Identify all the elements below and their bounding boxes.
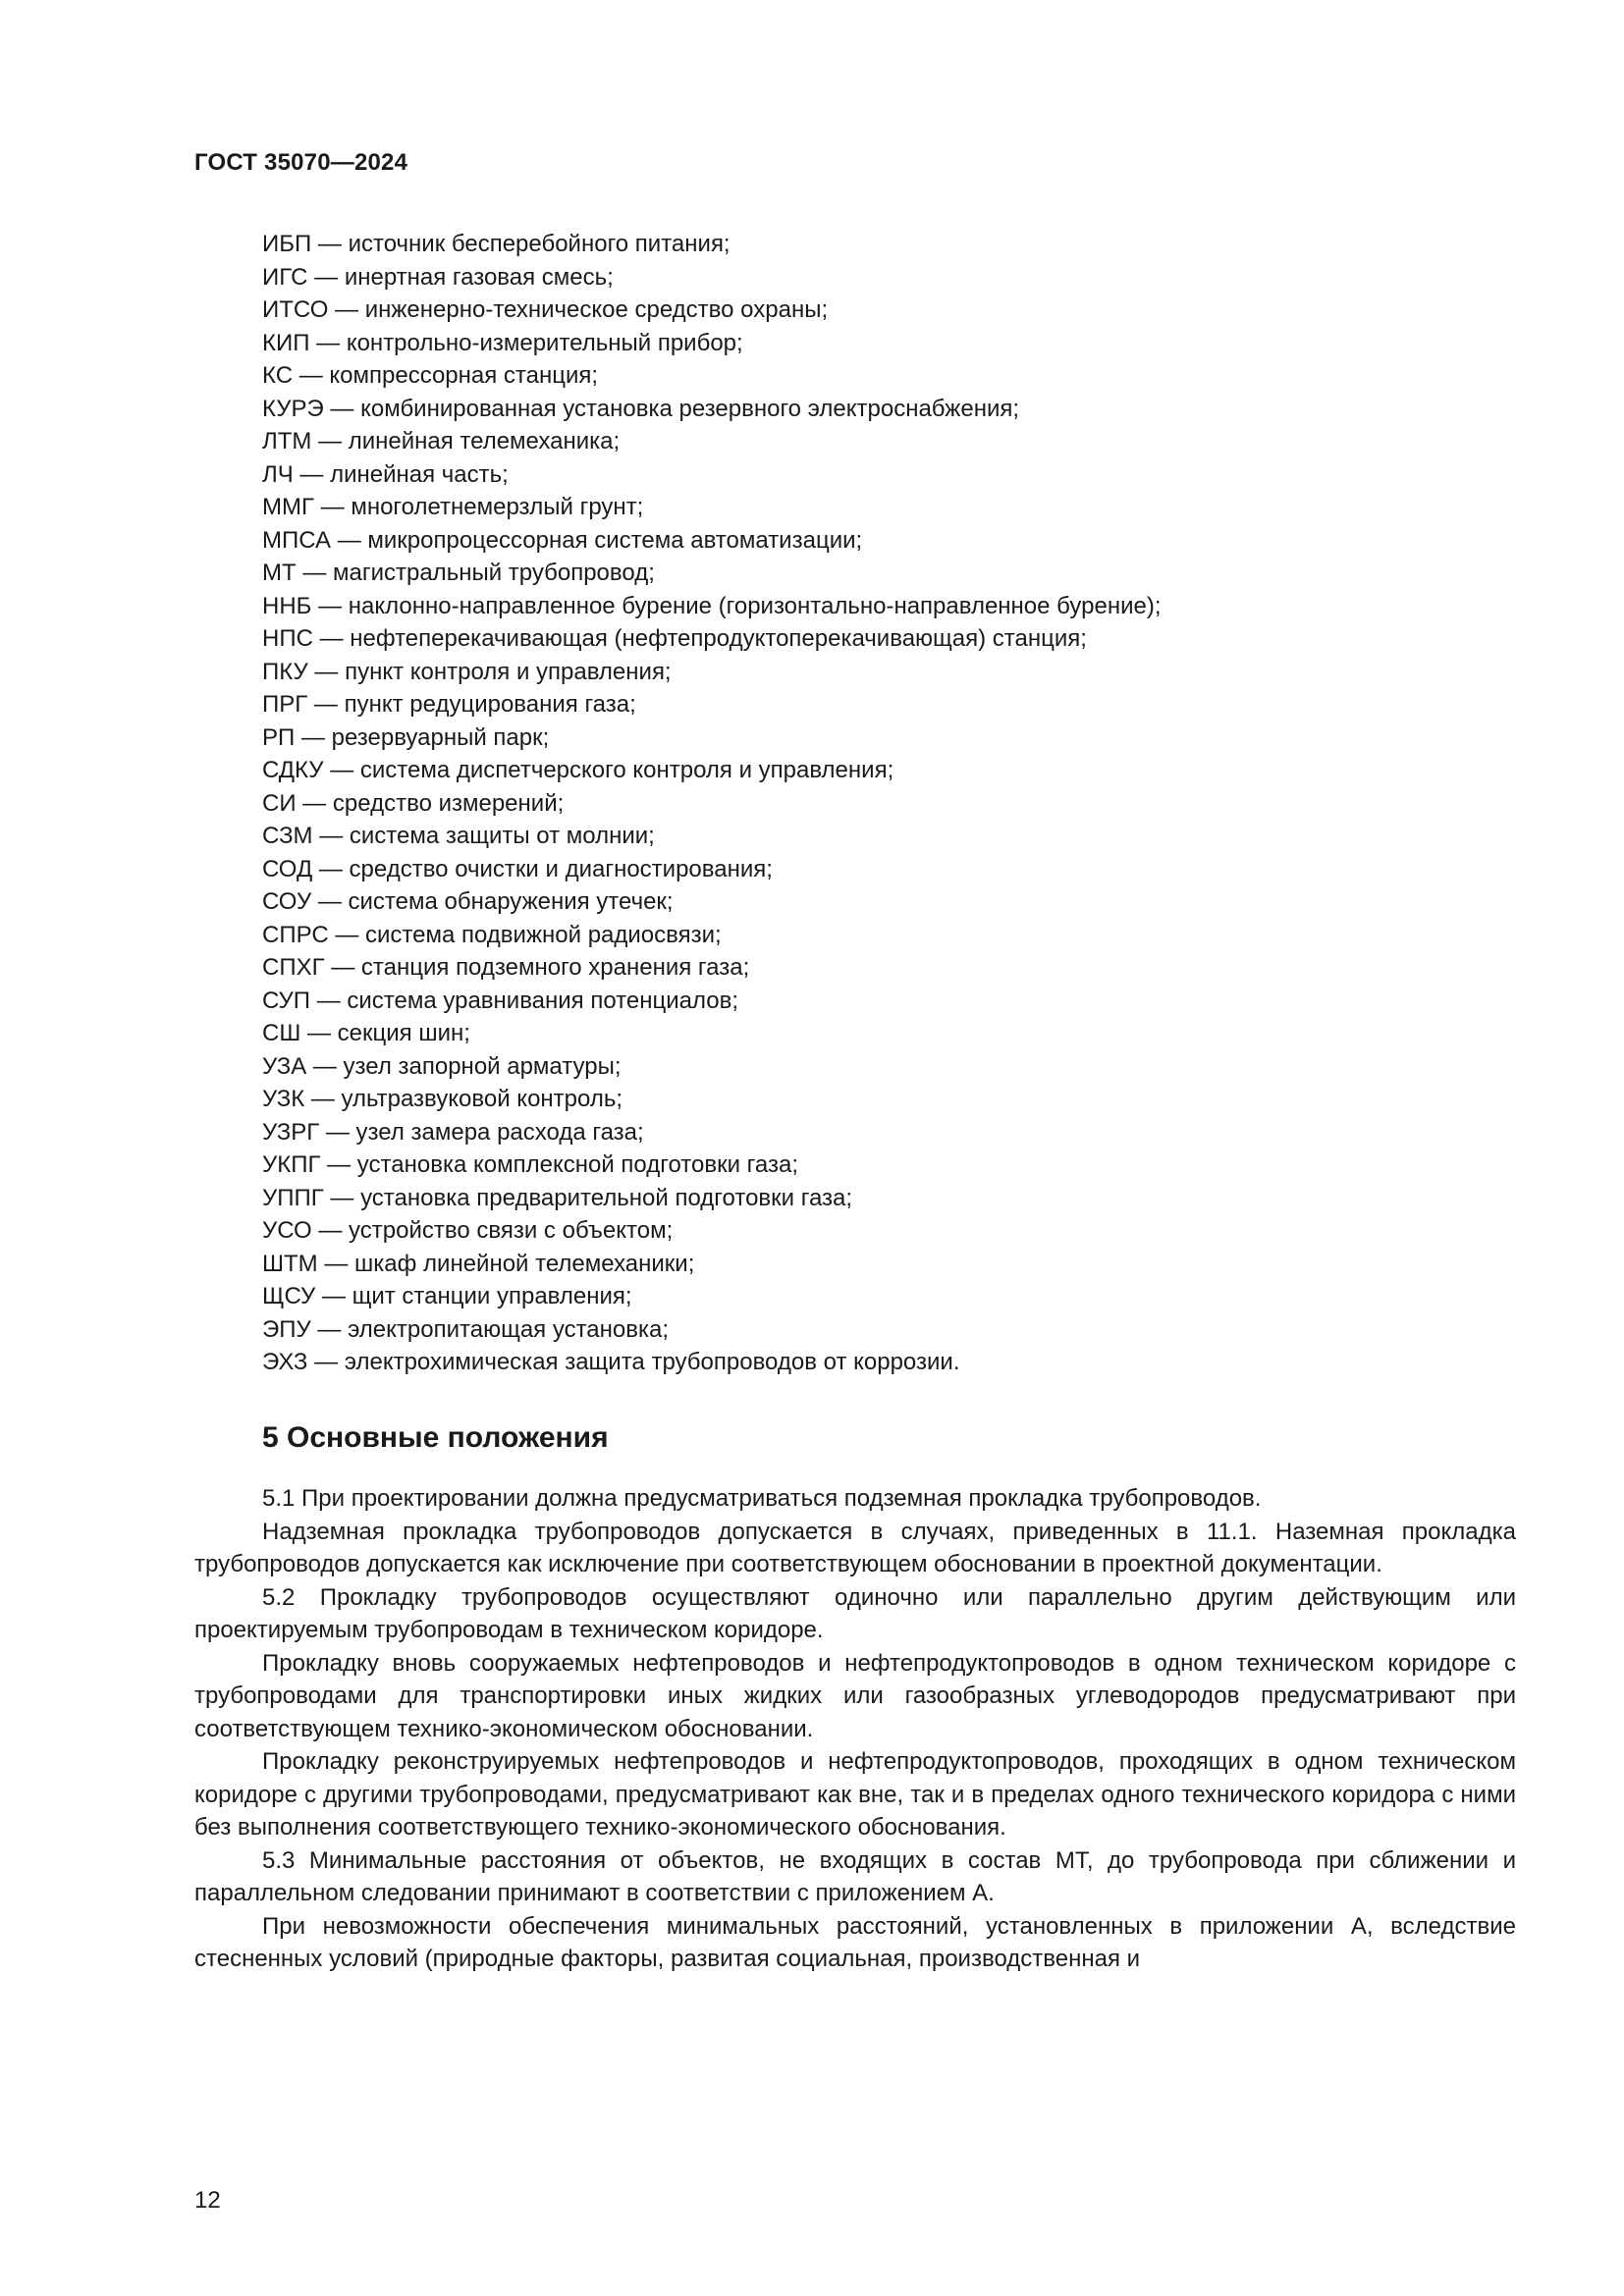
abbreviation-item: РП — резервуарный парк; [262,723,550,751]
abbreviation-item: УЗРГ — узел замера расхода газа; [262,1118,644,1146]
abbreviation-item: ЛЧ — линейная часть; [262,460,509,488]
abbreviation-item: МПСА — микропроцессорная система автоматизации; [262,526,863,554]
abbreviation-item: ПРГ — пункт редуцирования газа; [262,691,636,718]
paragraph: Прокладку реконструируемых нефтепроводов и нефтепродуктопроводов, проходящих в одном техническом коридоре с другими трубопроводами, предусматривают как вне, так и в пределах одного технического коридора с ними без выполнения соответствующего технико-экономического обоснования. [194,1748,1516,1841]
abbreviations-list [262,228,1161,1379]
abbreviation-item: СЗМ — система защиты от молнии; [262,823,655,849]
document-id-header: ГОСТ 35070—2024 [194,149,408,176]
abbreviation-item: ЛТМ — линейная телемеханика; [262,428,621,454]
abbreviation-item: КУРЭ — комбинированная установка резервного электроснабжения; [262,395,1020,422]
abbreviation-item: СИ — средство измерений; [262,789,565,817]
abbreviation-item: УЗК — ультразвуковой контроль; [262,1086,623,1112]
abbreviation-item: ММГ — многолетнемерзлый грунт; [262,494,644,520]
abbreviation-item: УППГ — установка предварительной подготовки газа; [262,1184,853,1211]
abbreviation-item: НПС — нефтеперекачивающая (нефтепродуктоперекачивающая) станция; [262,625,1087,652]
abbreviation-item: СШ — секция шин; [262,1020,470,1046]
abbreviation-item: СПРС — система подвижной радиосвязи; [262,921,722,948]
abbreviation-item: ШТМ — шкаф линейной телемеханики; [262,1250,695,1277]
abbreviation-item: УСО — устройство связи с объектом; [262,1217,674,1244]
abbreviation-item: СДКУ — система диспетчерского контроля и управления; [262,757,894,783]
abbreviation-item: ИТСО — инженерно-техническое средство охраны; [262,296,829,323]
paragraph: Надземная прокладка трубопроводов допускается в случаях, приведенных в 11.1. Наземная прокладка трубопроводов допускается как исключение при соответствующем обосновании в проектной документации. [194,1518,1516,1577]
abbreviation-item: СПХГ — станция подземного хранения газа; [262,954,750,981]
abbreviation-item: КИП — контрольно-измерительный прибор; [262,329,743,356]
abbreviation-item: СУП — система уравнивания потенциалов; [262,987,739,1014]
paragraph: 5.3 Минимальные расстояния от объектов, не входящих в состав МТ, до трубопровода при сближении и параллельном следовании принимают в соответствии с приложением А. [194,1846,1516,1906]
paragraph: Прокладку вновь сооружаемых нефтепроводов и нефтепродуктопроводов в одном техническом коридоре с трубопроводами для транспортировки иных жидких или газообразных углеводородов предусматривают при соответствующем технико-экономическом обосновании. [194,1649,1516,1742]
section-title: 5 Основные положения [262,1421,609,1454]
section-body [194,1482,1516,1976]
abbreviation-item: КС — компрессорная станция; [262,362,599,389]
abbreviation-item: МТ — магистральный трубопровод; [262,560,655,586]
abbreviation-item: СОУ — система обнаружения утечек; [262,888,674,915]
abbreviation-item: СОД — средство очистки и диагностирования; [262,855,773,882]
abbreviation-item: ПКУ — пункт контроля и управления; [262,658,672,685]
abbreviation-item: ЩСУ — щит станции управления; [262,1283,632,1309]
paragraph: 5.1 При проектировании должна предусматриваться подземная прокладка трубопроводов. [262,1485,1262,1512]
abbreviation-item: УКПГ — установка комплексной подготовки газа; [262,1151,798,1178]
page-number: 12 [194,2187,221,2214]
paragraph: 5.2 Прокладку трубопроводов осуществляют одиночно или параллельно другим действующим или проектируемым трубопроводам в техническом коридоре. [194,1583,1516,1643]
abbreviation-item: ИГС — инертная газовая смесь; [262,263,614,291]
abbreviation-item: ИБП — источник бесперебойного питания; [262,231,731,257]
abbreviation-item: УЗА — узел запорной арматуры; [262,1052,622,1080]
abbreviation-item: ЭПУ — электропитающая установка; [262,1315,670,1343]
paragraph: При невозможности обеспечения минимальных расстояний, установленных в приложении А, вследствие стесненных условий (природные факторы, развитая социальная, производственная и [194,1912,1516,1972]
abbreviation-item: ЭХЗ — электрохимическая защита трубопроводов от коррозии. [262,1349,960,1375]
abbreviation-item: ННБ — наклонно-направленное бурение (горизонтально-направленное бурение); [262,592,1162,619]
